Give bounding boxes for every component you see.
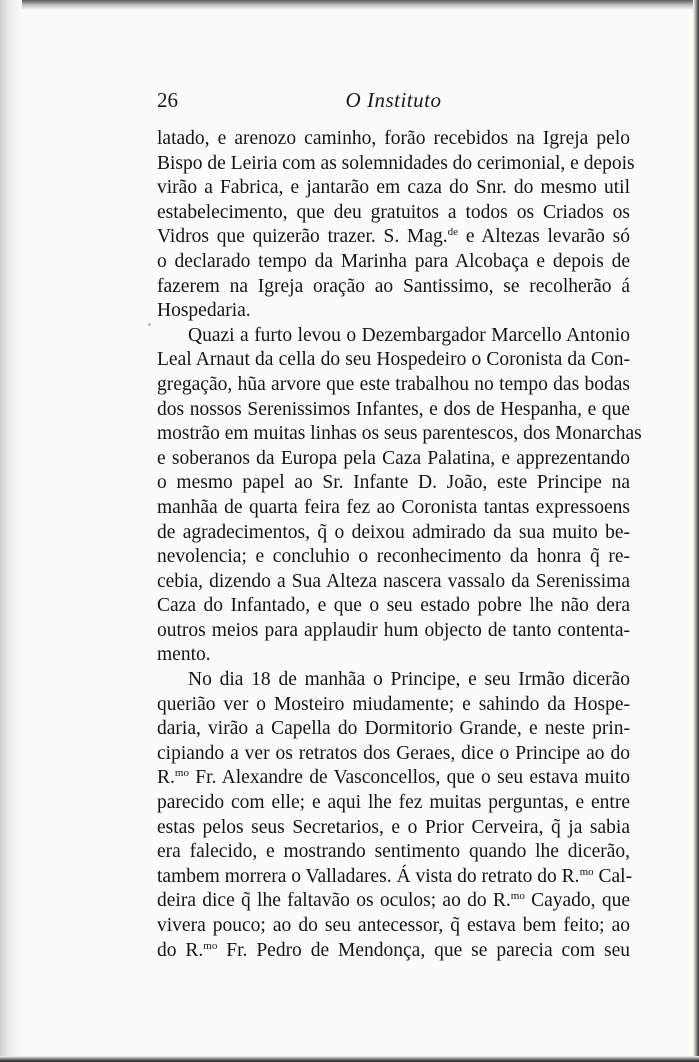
text-segment: Fr. Pedro de Mendonça, que se parecia com seu	[217, 939, 630, 961]
text-segment: Vidros que quizerão trazer. S. Mag.	[157, 226, 448, 248]
text-segment: gregação, hũa arvore que este trabalhou no tempo das bodas	[157, 373, 630, 395]
text-segment: daria, virão a Capella do Dormitorio Grande, e neste prin-	[157, 718, 630, 740]
superscript-abbrev: mo	[174, 767, 189, 780]
text-segment: Caza do Infantado, e que o seu estado pobre lhe não dera	[157, 595, 630, 617]
text-segment: do R.	[157, 939, 204, 961]
text-line	[157, 225, 630, 250]
superscript-abbrev: mo	[203, 939, 218, 952]
text-segment: latado, e arenozo caminho, forão recebidos na Igreja pelo	[157, 128, 630, 149]
text-line	[157, 816, 630, 841]
text-line	[157, 496, 630, 521]
text-line	[157, 152, 635, 177]
text-segment: deira dice q̃ lhe faltavão os oculos; ao do R.	[157, 890, 511, 912]
text-line	[157, 914, 630, 939]
text-line	[157, 373, 630, 398]
ink-speck	[148, 323, 151, 326]
text-segment: o declarado tempo da Marinha para Alcobaça e depois de	[157, 250, 630, 272]
text-segment: Bispo de Leiria com as solemnidades do cerimonial, e depois	[157, 152, 635, 174]
text-segment: e Altezas levarão só	[458, 226, 631, 248]
text-segment: Cal-	[593, 865, 633, 887]
page-header	[157, 88, 630, 118]
text-segment: Fr. Alexandre de Vasconcellos, que o seu estava muito	[188, 767, 630, 789]
text-line	[157, 250, 630, 275]
superscript-abbrev: de	[447, 226, 459, 239]
text-line	[157, 840, 630, 865]
text-line	[157, 348, 630, 373]
text-line	[157, 889, 630, 914]
text-segment: era falecido, e mostrando sentimento quando lhe dicerão,	[157, 841, 630, 863]
text-line	[157, 275, 630, 300]
text-segment: o mesmo papel ao Sr. Infante D. João, este Principe na	[157, 472, 630, 494]
text-segment: cebia, dizendo a Sua Alteza nascera vassalo da Serenissima	[157, 570, 630, 592]
text-line	[157, 619, 630, 644]
text-line	[157, 127, 630, 152]
text-line	[157, 299, 630, 324]
text-line	[157, 570, 630, 595]
text-segment: cipiando a ver os retratos dos Geraes, dice o Principe ao do	[157, 742, 630, 764]
superscript-abbrev: mo	[579, 865, 594, 878]
text-segment: de agradecimentos, q̃ o deixou admirado da sua muito be-	[157, 521, 630, 543]
text-line	[157, 324, 630, 349]
text-segment: fazerem na Igreja oração ao Santissimo, se recolherão á	[157, 275, 630, 297]
text-line	[157, 471, 630, 496]
text-segment: estabelecimento, que deu gratuitos a todos os Criados os	[157, 201, 630, 223]
text-line	[157, 791, 630, 816]
text-segment: Leal Arnaut da cella do seu Hospedeiro o Coronista da Con-	[157, 349, 630, 371]
text-line	[157, 447, 630, 472]
text-segment: R.	[157, 767, 175, 789]
text-line	[157, 643, 630, 668]
running-title: O Instituto	[345, 88, 442, 112]
text-segment: estas pelos seus Secretarios, e o Prior Cerveira, q̃ ja sabia	[157, 816, 630, 838]
text-line	[157, 176, 630, 201]
text-line	[157, 865, 633, 890]
text-segment: manhãa de quarta feira fez ao Coronista tantas expressoens	[157, 496, 630, 518]
text-segment: nevolencia; e concluhio o reconhecimento da honra q̃ re-	[157, 546, 630, 568]
page-gutter-shadow	[0, 0, 22, 1062]
text-segment: mento.	[157, 644, 211, 666]
text-line	[157, 742, 630, 767]
text-line	[157, 594, 630, 619]
text-segment: e soberanos da Europa pela Caza Palatina, e apprezentando	[157, 447, 630, 469]
page-top-edge	[0, 0, 699, 10]
body-text	[157, 127, 642, 963]
text-line	[157, 693, 630, 718]
text-line	[157, 766, 630, 791]
text-segment: outros meios para applaudir hum objecto de tanto contenta-	[157, 619, 630, 641]
text-segment: Cayado, que	[524, 890, 630, 912]
text-segment: mostrão em muitas linhas os seus parentescos, dos Monarchas	[157, 423, 642, 445]
text-line	[157, 398, 630, 423]
text-line	[157, 422, 642, 447]
page-bottom-edge	[0, 1056, 699, 1062]
text-segment: virão a Fabrica, e jantarão em caza do Snr. do mesmo util	[157, 177, 630, 199]
text-line	[157, 521, 630, 546]
text-segment: Quazi a furto levou o Dezembargador Marcello Antonio	[188, 324, 630, 346]
text-segment: vivera pouco; ao do seu antecessor, q̃ estava bem feito; ao	[157, 915, 630, 936]
text-line	[157, 939, 630, 964]
text-line	[157, 545, 630, 570]
text-segment: dos nossos Serenissimos Infantes, e dos de Hespanha, e que	[157, 398, 630, 420]
text-segment: Hospedaria.	[157, 300, 251, 322]
text-segment: querião ver o Mosteiro miudamente; e sahindo da Hospe-	[157, 693, 630, 715]
page-number: 26	[157, 88, 178, 112]
text-line	[157, 717, 630, 742]
page-right-edge	[693, 0, 699, 1062]
text-segment: tambem morrera o Valladares. Á vista do retrato do R.	[157, 865, 580, 887]
text-segment: parecido com elle; e aqui lhe fez muitas perguntas, e entre	[157, 792, 630, 814]
superscript-abbrev: mo	[510, 890, 525, 903]
text-line	[157, 668, 630, 693]
text-line	[157, 201, 630, 226]
text-segment: No dia 18 de manhãa o Principe, e seu Irmão dicerão	[188, 669, 630, 691]
